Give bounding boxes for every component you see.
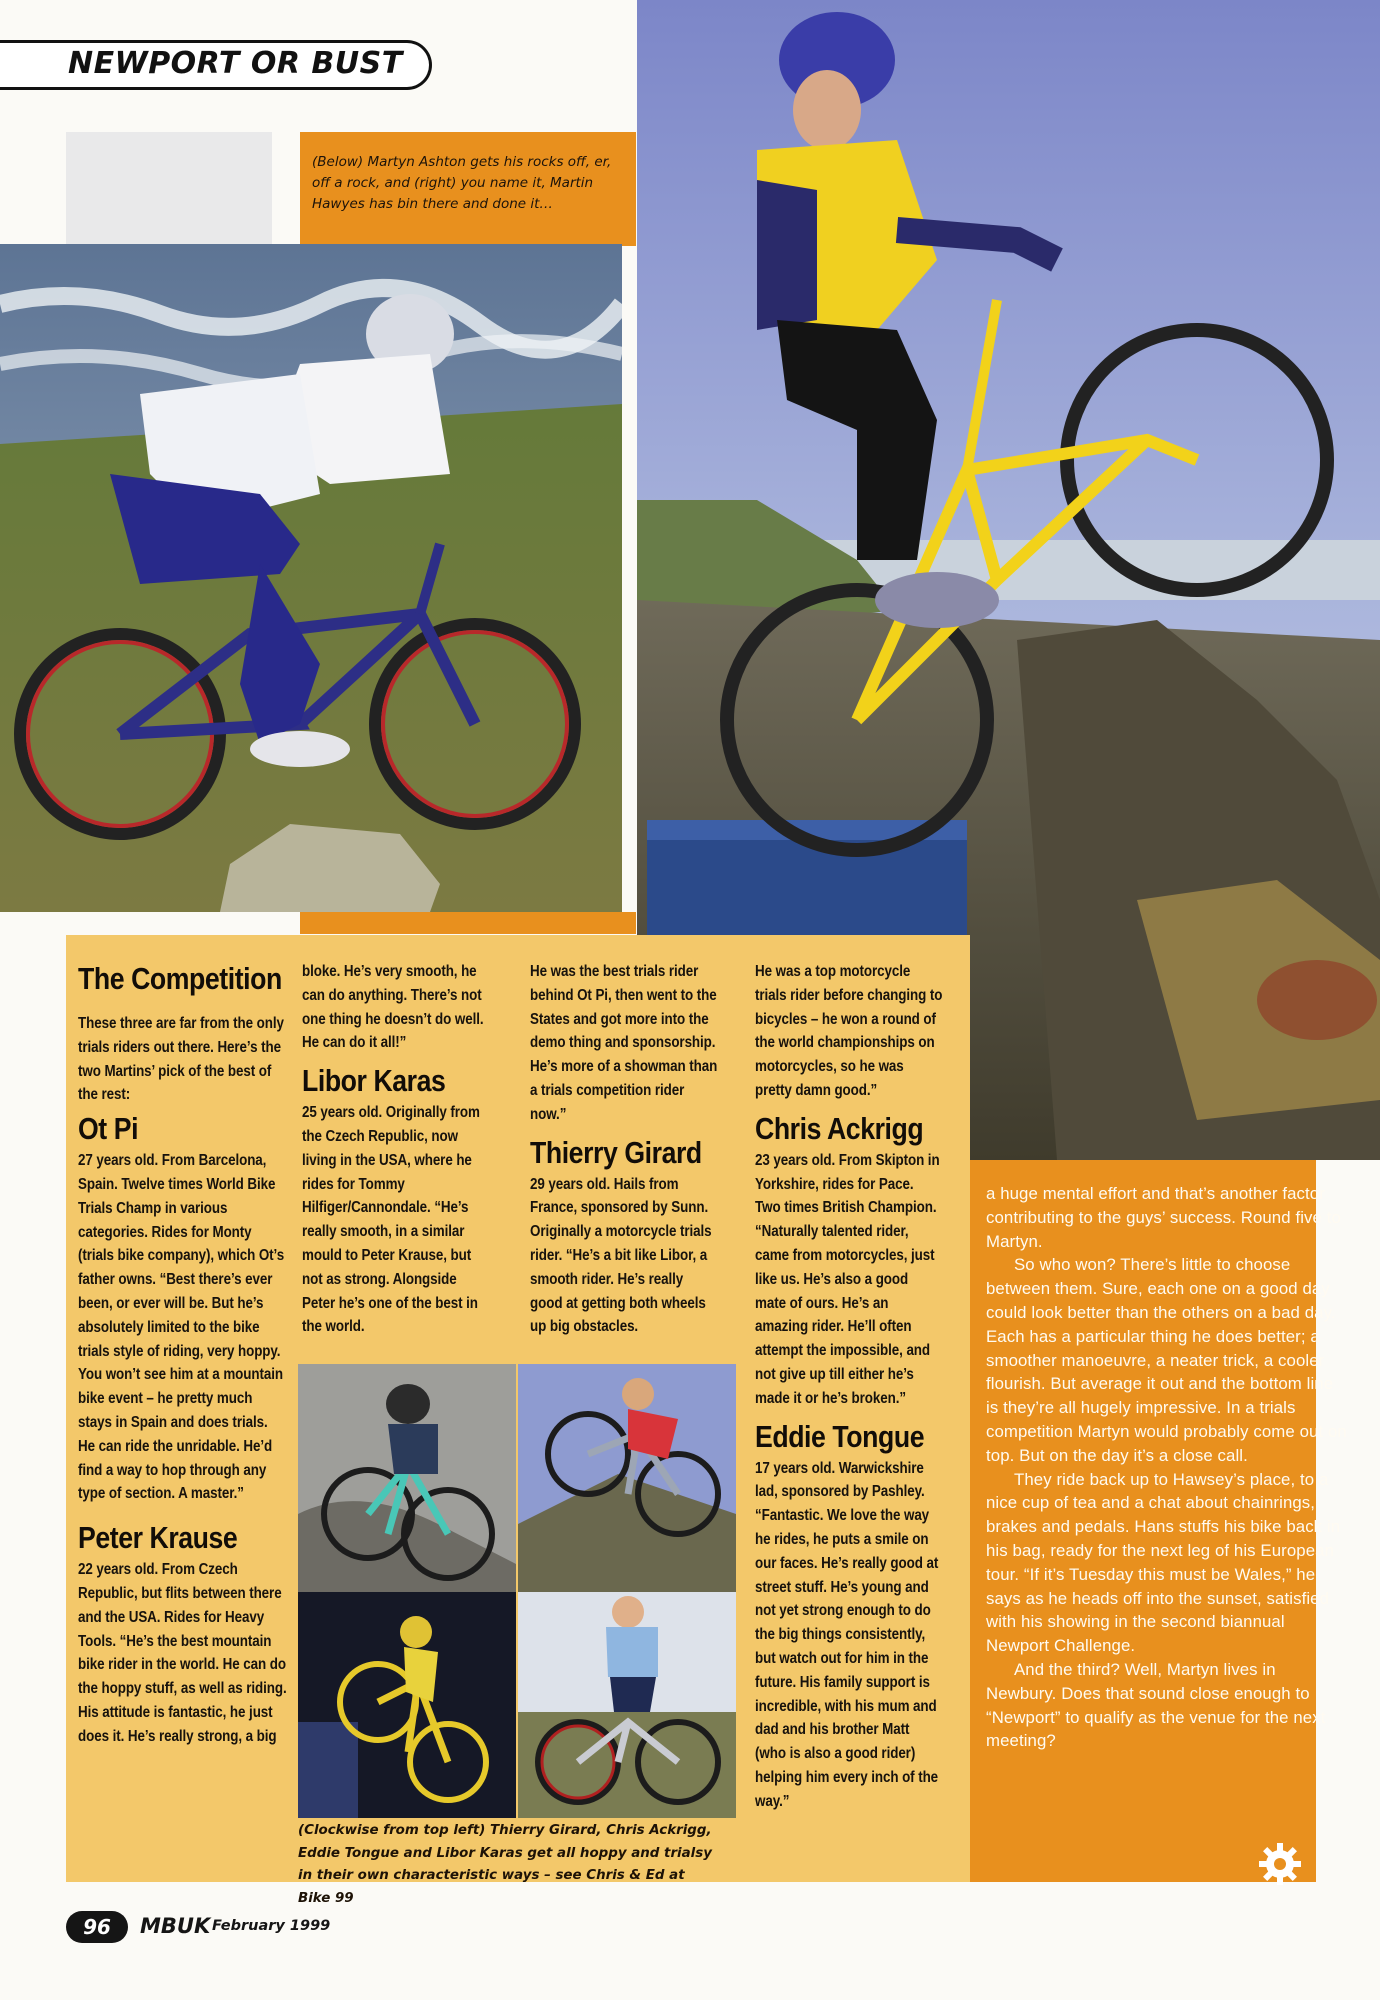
photo-chris-ackrigg [518, 1364, 736, 1592]
top-caption: (Below) Martyn Ashton gets his rocks off, er, off a rock, and (right) you name it, Martin Hawyes has bin there and done it… [312, 154, 612, 212]
article-paragraph-2: So who won? There’s little to choose between them. Sure, each one on a good day could look better than the others on a bad day. Each has a particular thing he does better; a smoother manoeuvre, a neater trick, a cooler flourish. But average it out and the bottom line is they’re all hugely impressive. In a trials competition Martyn would probably come out on top. But on the day it’s a close call. [986, 1255, 1347, 1465]
orange-strip [300, 912, 636, 934]
rider-name-thierry-girard: Thierry Girard [530, 1134, 702, 1170]
photo-thierry-girard [298, 1364, 516, 1592]
competition-title: The Competition [78, 961, 282, 996]
column-1 [78, 960, 288, 1749]
column-3 [530, 960, 717, 1339]
magazine-name: MBUK [140, 1914, 211, 1938]
rider-text-ot-pi: 27 years old. From Barcelona, Spain. Twelve times World Bike Trials Champ in various categories. Rides for Monty (trials bike company), which Ot’s father owns. “Best there’s ever been, or ever will be. But he’s absolutely limited to the bike trials style of riding, very hoppy. You won’t see him at a mountain bike event – he pretty much stays in Spain and does trials. He can ride the unridable. He’d find a way to hop through any type of section. A master.” [78, 1152, 285, 1503]
grey-block [66, 132, 272, 244]
rider-text-libor-karas-cont: He was the best trials rider behind Ot Pi, then went to the States and got more into the demo thing and sponsorship. He’s more of a showman than a trials competition rider now.” [530, 963, 718, 1123]
rider-name-libor-karas: Libor Karas [302, 1063, 446, 1099]
article-continuation [986, 1182, 1348, 1753]
column-2 [302, 960, 489, 1339]
rider-text-peter-krause: 22 years old. From Czech Republic, but flits between there and the USA. Rides for Heavy Tools. “He’s the best mountain bike rider in the world. He can do the hoppy stuff, as well as riding. His attitude is fantastic, he just does it. He’s really strong, a big [78, 1561, 287, 1745]
issue-date: February 1999 [212, 1918, 331, 1934]
rider-name-eddie-tongue: Eddie Tongue [755, 1418, 925, 1454]
rider-name-ot-pi: Ot Pi [78, 1111, 139, 1147]
rider-text-thierry-girard-cont: He was a top motorcycle trials rider before changing to bicycles – he won a round of the world championships on motorcycles, so he was pretty damn good.” [755, 963, 943, 1099]
rider-name-chris-ackrigg: Chris Ackrigg [755, 1110, 924, 1146]
photo-eddie-tongue [298, 1592, 516, 1818]
rider-text-eddie-tongue: 17 years old. Warwickshire lad, sponsored by Pashley. “Fantastic. We love the way he rides, he puts a smile on our faces. He’s really good at street stuff. He’s young and not yet strong enough to do the big things consistently, but watch out for him in the future. His family support is incredible, with his mum and dad and his brother Matt (who is also a good rider) helping him every inch of the way.” [755, 1459, 939, 1810]
photo-ashton-rock [0, 244, 622, 912]
bottom-caption: (Clockwise from top left) Thierry Girard, Chris Ackrigg, Eddie Tongue and Libor Karas get all hoppy and trialsy in their own characteristic ways – see Chris & Ed at Bike 99 [298, 1823, 712, 1906]
rider-text-libor-karas: 25 years old. Originally from the Czech Republic, now living in the USA, where he rides for Tommy Hilfiger/Cannondale. “He’s really smooth, in a similar mould to Peter Krause, but not as strong. Alongside Peter he’s one of the best in the world. [302, 1104, 480, 1336]
column-4 [755, 960, 942, 1814]
gear-icon [1258, 1842, 1302, 1886]
article-paragraph-1: a huge mental effort and that’s another factor contributing to the guys’ success. Round five to Martyn. [986, 1184, 1341, 1251]
competition-intro: These three are far from the only trials riders out there. Here’s the two Martins’ pick of the best of the rest: [78, 1015, 284, 1104]
rider-text-thierry-girard: 29 years old. Hails from France, sponsored by Sunn. Originally a motorcycle trials rider. “He’s a bit like Libor, a smooth rider. He’s really good at getting both wheels up big obstacles. [530, 1175, 712, 1336]
rider-name-peter-krause: Peter Krause [78, 1520, 238, 1556]
rider-text-peter-krause-cont: bloke. He’s very smooth, he can do anything. There’s not one thing he doesn’t do well. He can do it all!” [302, 963, 484, 1052]
article-paragraph-4: And the third? Well, Martyn lives in Newbury. Does that sound close enough to “Newport” to qualify as the venue for the next meeting? [986, 1659, 1326, 1751]
page-number: 96 [66, 1911, 128, 1943]
section-title: NEWPORT OR BUST [68, 46, 403, 81]
rider-text-chris-ackrigg: 23 years old. From Skipton in Yorkshire, rides for Pace. Two times British Champion. “Naturally talented rider, came from motorcycles, just like us. He’s also a good mate of ours. He’s an amazing rider. He’ll often attempt the impossible, and not give up till either he’s made it or he’s broken.” [755, 1151, 940, 1407]
article-paragraph-3: They ride back up to Hawsey’s place, to a nice cup of tea and a chat about chainrings, brakes and pedals. Hans stuffs his bike back in his bag, ready for the next leg of his European tour. “If it’s Tuesday this must be Wales,” he says as he heads off into the sunset, satisfied with his showing in the second biannual Newport Challenge. [986, 1469, 1341, 1656]
photo-libor-karas [518, 1592, 736, 1818]
